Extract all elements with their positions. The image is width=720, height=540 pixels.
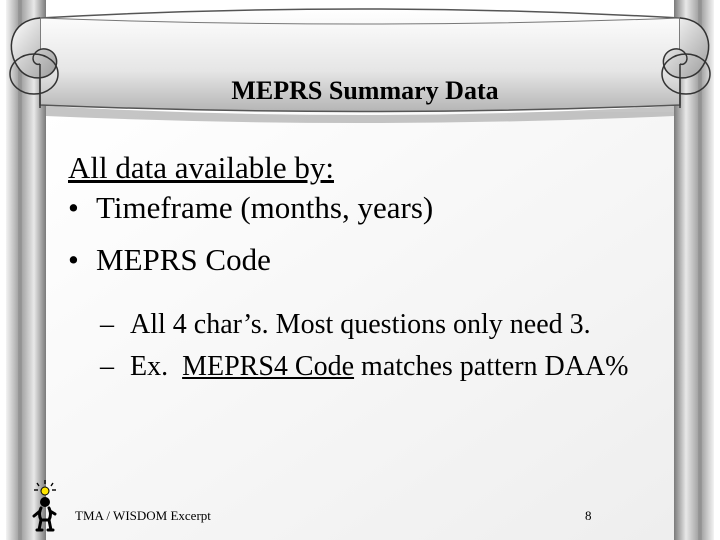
sub-bullet-suffix: matches pattern DAA% <box>354 351 629 382</box>
bullet-text: MEPRS Code <box>96 242 271 277</box>
footer-text: TMA / WISDOM Excerpt <box>75 508 211 523</box>
content-block <box>68 148 688 292</box>
bullet-marker: • <box>68 242 79 277</box>
sub-bullet-prefix: Ex. <box>130 351 183 382</box>
sub-bullet-item <box>100 308 670 342</box>
sub-bullet-item <box>100 350 670 384</box>
dash-marker: – <box>100 351 114 382</box>
sub-bullet-text <box>130 350 629 384</box>
page-number: 8 <box>585 508 592 523</box>
bullet-text: Timeframe (months, years) <box>96 190 434 225</box>
bullet-item <box>68 188 688 228</box>
underlined-term: MEPRS4 Code <box>182 351 355 382</box>
sub-bullet-list <box>100 308 670 392</box>
thinking-figure-icon <box>28 478 62 538</box>
dash-marker: – <box>100 309 114 340</box>
section-heading: All data available by: <box>68 150 334 185</box>
bullet-marker: • <box>68 190 79 225</box>
bullet-item <box>68 240 688 280</box>
slide-title: MEPRS Summary Data <box>231 76 499 105</box>
sub-bullet-text: All 4 char’s. Most questions only need 3. <box>130 309 591 340</box>
